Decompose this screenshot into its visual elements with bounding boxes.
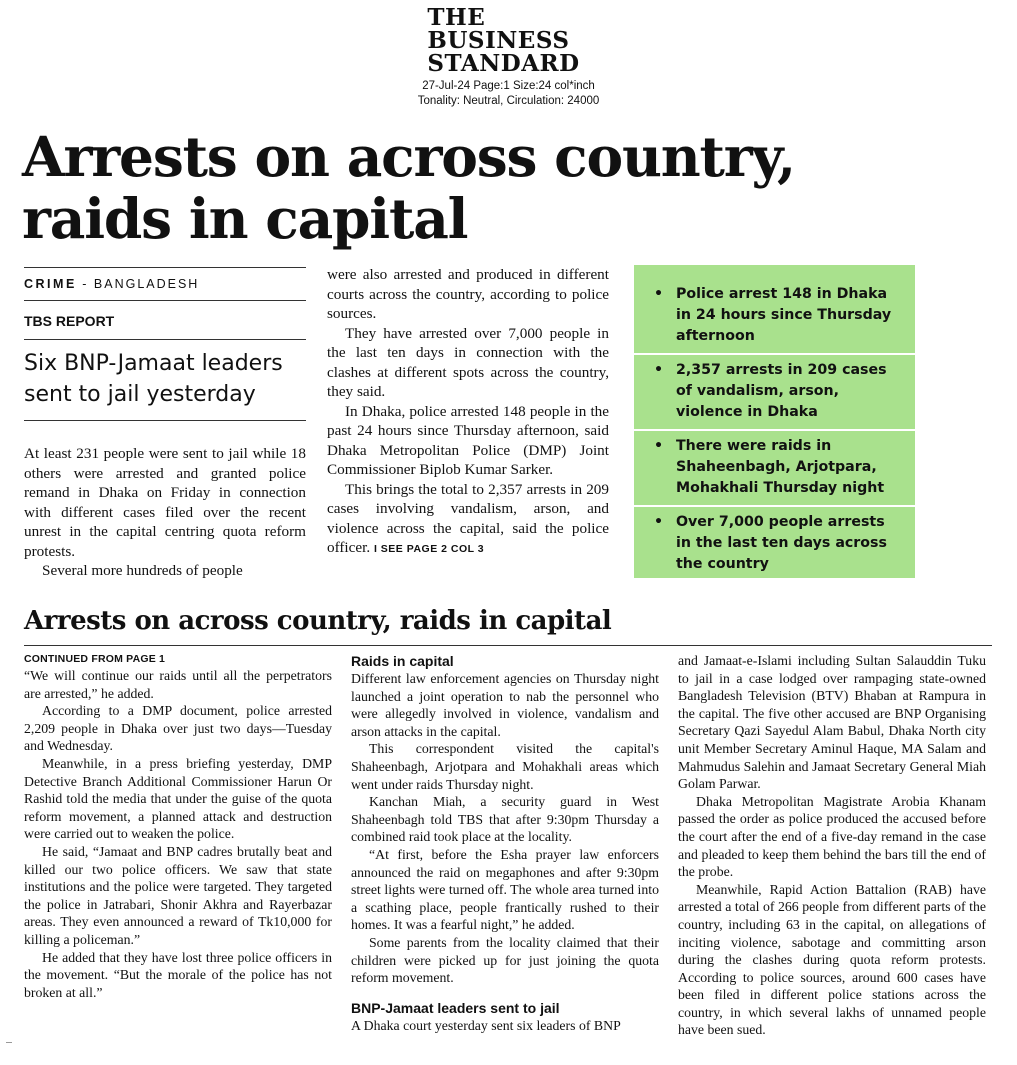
paragraph: In Dhaka, police arrested 148 people in the past 24 hours since Thursday afternoon, said Dhaka Metropolitan Police (DMP) Joint Commissioner Biplob Kumar Sarker.	[327, 402, 609, 478]
paragraph	[327, 480, 609, 560]
divider	[24, 645, 992, 646]
paragraph: At least 231 people were sent to jail while 18 others were arrested and granted police remand in Dhaka on Friday in connection with different cases filed over the recent unrest in the capital centring quota reform protests.	[24, 445, 306, 560]
paragraph: Some parents from the locality claimed that their children were picked up for just joining the quota reform movement.	[351, 934, 659, 986]
paragraph: Meanwhile, in a press briefing yesterday, DMP Detective Branch Additional Commissioner Harun Or Rashid told the media that under the guise of the quota reform movement, a planned attack and destruction were carried out to weaken the police.	[24, 755, 332, 842]
paragraph: Kanchan Miah, a security guard in West Shaheenbagh told TBS that after 9:30pm Thursday a combined raid took place at the locality.	[351, 794, 659, 845]
paragraph: Different law enforcement agencies on Thursday night launched a joint operation to nab the personnel who were allegedly involved in violence, vandalism and arson attacks in the capital.	[351, 671, 659, 739]
highlight-item	[634, 507, 915, 581]
paragraph: Meanwhile, Rapid Action Battalion (RAB) have arrested a total of 266 people from different parts of the country, including 63 in the capital, on allegations of inciting violence, sabotage and committing arson during the clashes during quota reform protests. According to police sources, around 600 cases have been filed in different police stations across the country, in which several lakhs of unnamed people have been sued.	[678, 881, 986, 1038]
highlight-text: 2,357 arrests in 209 cases of vandalism, arson, violence in Dhaka	[676, 362, 887, 420]
paragraph: This correspondent visited the capital's Shaheenbagh, Arjotpara and Mohakhali areas which went under raids Thursday night.	[351, 741, 659, 792]
paragraph: According to a DMP document, police arrested 2,209 people in Dhaka over just two days—Tuesday and Wednesday.	[24, 703, 332, 754]
continued-label: CONTINUED FROM PAGE 1	[24, 653, 166, 665]
bullet-icon: •	[654, 514, 664, 530]
continuation-column-3	[678, 652, 986, 1039]
headline-line-1: Arrests on across country,	[22, 124, 795, 189]
bullet-icon: •	[654, 362, 664, 378]
highlight-item	[634, 265, 915, 355]
highlight-text: Police arrest 148 in Dhaka in 24 hours since Thursday afternoon	[676, 286, 892, 344]
highlights-box	[634, 265, 915, 578]
subheadline: Six BNP-Jamaat leaders sent to jail yesterday	[24, 351, 283, 407]
article-headline	[22, 126, 822, 250]
bullet-icon: •	[654, 438, 664, 454]
paragraph: They have arrested over 7,000 people in the last ten days in connection with the clashes at different spots across the country, they said.	[327, 324, 609, 400]
category-main: CRIME	[24, 277, 77, 291]
continuation-column-2	[351, 652, 659, 1034]
paragraph: He said, “Jamaat and BNP cadres brutally beat and killed our two police officers. We saw that state institutions and the police were targeted. They targeted the police in Jatrabari, Shonir Akhra and Rayerbazar areas. They even announced a reward of Tk10,000 for killing a policeman.”	[24, 843, 332, 947]
paragraph: were also arrested and produced in different courts across the country, according to police sources.	[327, 266, 609, 322]
meta-page-size: 27-Jul-24 Page:1 Size:24 col*inch	[422, 80, 595, 92]
logo-line-1: THE	[427, 4, 486, 31]
logo-line-3: STANDARD	[427, 50, 580, 77]
publication-logo	[427, 6, 579, 75]
paragraph: A Dhaka court yesterday sent six leaders of BNP	[351, 1017, 621, 1033]
bullet-icon: •	[654, 286, 664, 302]
byline: TBS REPORT	[24, 313, 115, 329]
highlight-text: There were raids in Shaheenbagh, Arjotpara, Mohakhali Thursday night	[676, 438, 885, 496]
paragraph-text: This brings the total to 2,357 arrests in 209 cases involving vandalism, arson, and violence across the capital, said the police officer.	[327, 480, 609, 556]
category-sub: BANGLADESH	[93, 277, 200, 291]
article-column-1	[24, 444, 306, 581]
meta-tonality: Tonality: Neutral, Circulation: 24000	[417, 95, 600, 107]
section-heading-jail: BNP-Jamaat leaders sent to jail	[351, 999, 560, 1016]
continuation-headline: Arrests on across country, raids in capital	[24, 606, 612, 636]
category-separator: -	[76, 277, 94, 291]
see-page-reference: I SEE PAGE 2 COL 3	[373, 543, 485, 555]
paragraph: and Jamaat-e-Islami including Sultan Salauddin Tuku to jail in a case lodged over rampaging state-owned Bangladesh Television (BTV) Bhaban at Rampura in the capital. The five other accused are BNP Organising Secretary Qazi Sayedul Alam Babul, Dhaka North city unit Member Secretary Aminul Haque, MA Salam and Mahmudus Salehin and Jamaat Secretary General Miah Golam Parwar.	[678, 653, 986, 792]
highlight-item	[634, 355, 915, 431]
article-column-2	[327, 265, 609, 560]
article-kicker	[24, 267, 306, 421]
paragraph: Dhaka Metropolitan Magistrate Arobia Khanam passed the order as police produced the accused before the court after the end of a five-day remand in the case and pleaded to keep them behind the bars till the end of the probe.	[678, 793, 986, 880]
paragraph: He added that they have lost three police officers in the movement. “But the morale of the police has not broken at all.”	[24, 949, 332, 1000]
clipping-meta	[0, 79, 1017, 109]
masthead	[0, 6, 1017, 109]
paragraph: “At first, before the Esha prayer law enforcers announced the raid on megaphones and after 9:30pm street lights were turned off. The whole area turned into a scathing place, people frantically rushed to their homes. It was a fearful night,” he added.	[351, 846, 659, 933]
continuation-column-1	[24, 652, 332, 1001]
logo-line-2: BUSINESS	[427, 27, 570, 54]
highlight-item	[634, 431, 915, 507]
highlight-text: Over 7,000 people arrests in the last ten days across the country	[676, 514, 887, 572]
paragraph: Several more hundreds of people	[42, 562, 243, 579]
headline-line-2: raids in capital	[22, 186, 468, 251]
section-heading-raids: Raids in capital	[351, 653, 454, 669]
paragraph: “We will continue our raids until all the perpetrators are arrested,” he added.	[24, 668, 332, 701]
category-label	[24, 268, 306, 300]
divider	[24, 420, 306, 421]
margin-mark	[6, 1042, 12, 1043]
